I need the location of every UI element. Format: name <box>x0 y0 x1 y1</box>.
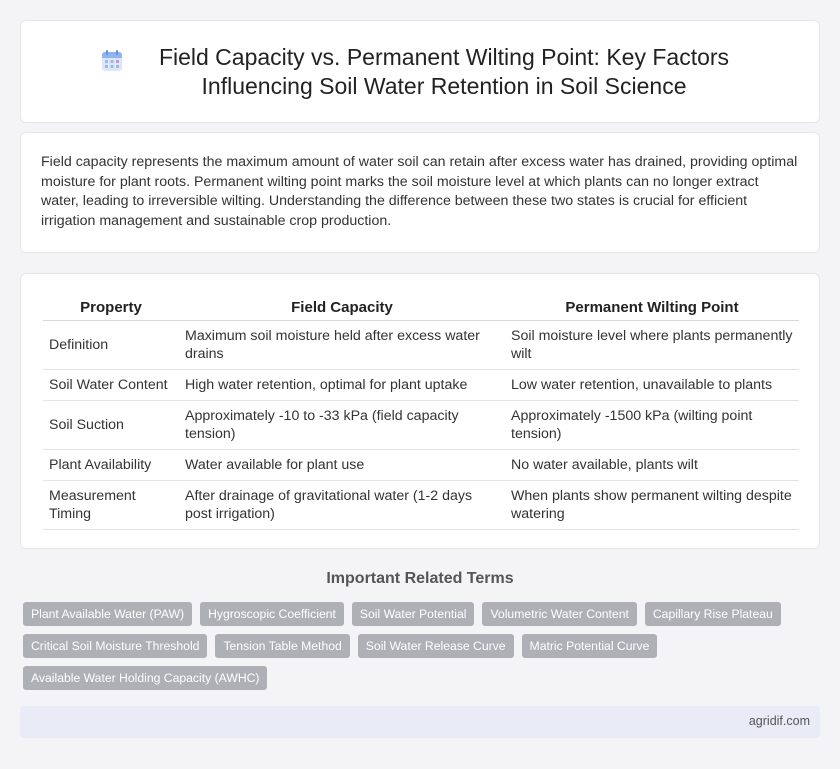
table-cell: Soil Suction <box>43 400 179 449</box>
comparison-table-card <box>20 273 820 549</box>
tag-capillary-rise-plateau[interactable]: Capillary Rise Plateau <box>645 602 781 626</box>
related-terms-tags <box>23 602 803 690</box>
table-cell: Approximately -1500 kPa (wilting point tension) <box>505 400 799 449</box>
tag-tension-table-method[interactable]: Tension Table Method <box>215 634 349 658</box>
table-cell: When plants show permanent wilting despite watering <box>505 480 799 529</box>
column-header-field-capacity: Field Capacity <box>179 296 505 320</box>
intro-paragraph: Field capacity represents the maximum amount of water soil can retain after excess water has drained, providing optimal moisture for plant roots. Permanent wilting point marks the soil moisture level at which plants can no longer extract water, leading to irreversible wilting. Understanding the difference between these two states is crucial for efficient irrigation management and sustainable crop production. <box>41 154 798 229</box>
intro-card <box>20 132 820 253</box>
table-cell: No water available, plants wilt <box>505 449 799 480</box>
table-row <box>43 449 799 480</box>
tag-volumetric-water-content[interactable]: Volumetric Water Content <box>482 602 636 626</box>
tag-hygroscopic-coefficient[interactable]: Hygroscopic Coefficient <box>200 602 344 626</box>
table-row <box>43 320 799 369</box>
tag-matric-potential-curve[interactable]: Matric Potential Curve <box>522 634 658 658</box>
table-row <box>43 400 799 449</box>
related-terms-heading: Important Related Terms <box>326 570 514 587</box>
tag-critical-soil-moisture-threshold[interactable]: Critical Soil Moisture Threshold <box>23 634 207 658</box>
table-header-row <box>43 296 799 320</box>
column-header-property: Property <box>43 296 179 320</box>
footer-site-link[interactable]: agridif.com <box>748 714 810 728</box>
table-cell: Definition <box>43 320 179 369</box>
calendar-icon <box>100 49 124 73</box>
footer-bar <box>20 706 820 738</box>
tag-soil-water-release-curve[interactable]: Soil Water Release Curve <box>358 634 514 658</box>
table-cell: Soil moisture level where plants permanently wilt <box>505 320 799 369</box>
table-cell: Plant Availability <box>43 449 179 480</box>
table-cell: Maximum soil moisture held after excess water drains <box>179 320 505 369</box>
table-row <box>43 369 799 400</box>
header-card <box>20 20 820 123</box>
table-cell: Approximately -10 to -33 kPa (field capacity tension) <box>179 400 505 449</box>
tag-soil-water-potential[interactable]: Soil Water Potential <box>352 602 475 626</box>
table-cell: Water available for plant use <box>179 449 505 480</box>
tag-available-water-holding-capacity[interactable]: Available Water Holding Capacity (AWHC) <box>23 666 267 690</box>
table-cell: Low water retention, unavailable to plants <box>505 369 799 400</box>
tag-plant-available-water[interactable]: Plant Available Water (PAW) <box>23 602 192 626</box>
table-row <box>43 480 799 529</box>
table-cell: Soil Water Content <box>43 369 179 400</box>
column-header-permanent-wilting-point: Permanent Wilting Point <box>505 296 799 320</box>
table-cell: High water retention, optimal for plant uptake <box>179 369 505 400</box>
table-cell: After drainage of gravitational water (1-2 days post irrigation) <box>179 480 505 529</box>
comparison-table <box>43 296 799 530</box>
page-title: Field Capacity vs. Permanent Wilting Point: Key Factors Influencing Soil Water Retention in Soil Science <box>158 43 730 99</box>
table-cell: Measurement Timing <box>43 480 179 529</box>
